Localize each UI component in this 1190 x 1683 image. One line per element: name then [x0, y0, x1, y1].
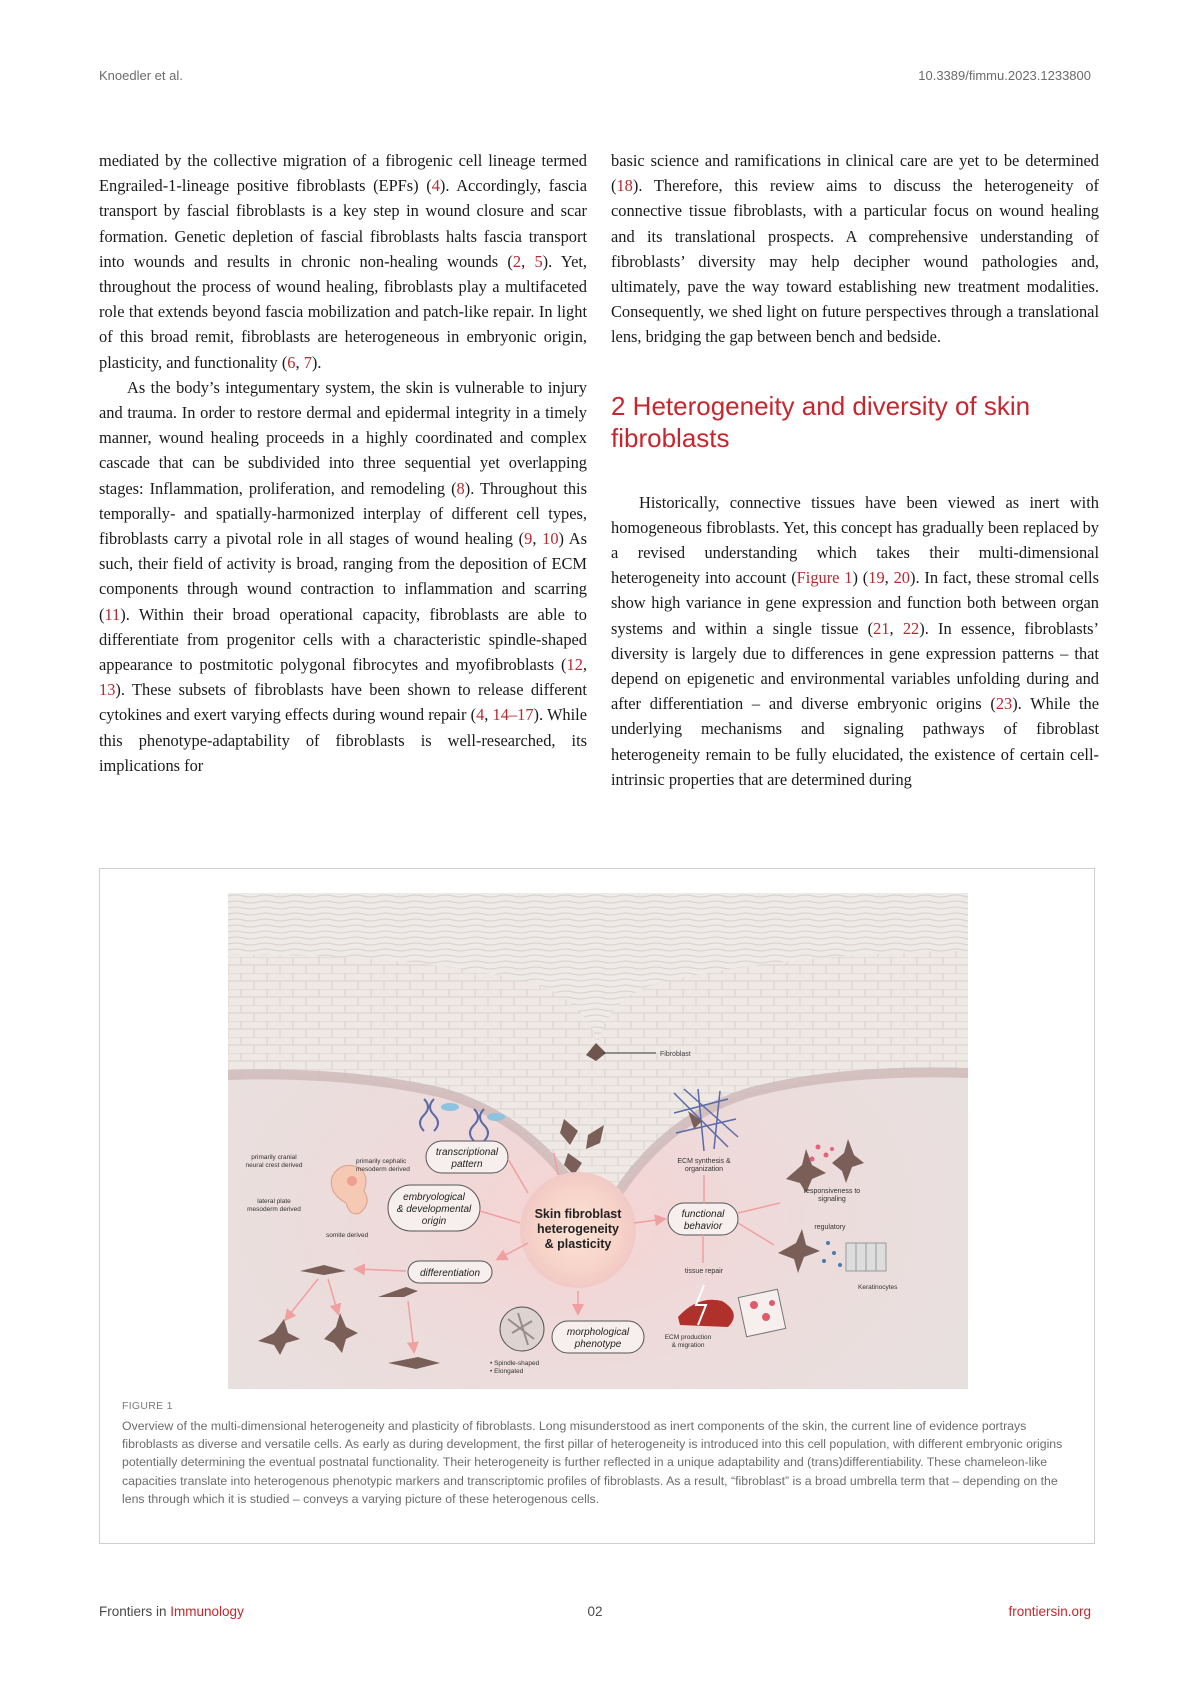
paragraph-integumentary: As the body’s integumentary system, the skin is vulnerable to injury and trauma. In order to restore dermal and epidermal integrity in a timely manner, wound healing proceeds in a highly coordinated and complex cascade that can be subdivided into three sequential yet overlapping stages: Inflammation, proliferation, and remodeling (8). Throughout this temporally- and spatially-harmonized interplay of different cell types, fibroblasts carry a pivotal role in all stages of wound healing (9, 10) As such, their field of activity is broad, ranging from the deposition of ECM components through wound contraction to inflammation and scarring (11). Within their broad operational capacity, fibroblasts are able to differentiate from progenitor cells with a characteristic spindle-shaped appearance to postmitotic polygonal fibrocytes and myofibroblasts (12, 13). These subsets of fibroblasts have been shown to release different cytokines and exert varying effects during wound repair (4, 14–17). While this phenotype-adaptability of fibroblasts is well-researched, its implications for: [99, 377, 588, 775]
keratinocytes-label: Keratinocytes: [858, 1284, 898, 1291]
svg-text:& plasticity: & plasticity: [544, 1237, 612, 1251]
citation-link[interactable]: 7: [303, 352, 312, 372]
running-head-authors: Knoedler et al.: [99, 68, 183, 83]
svg-text:mesoderm derived: mesoderm derived: [356, 1166, 410, 1173]
left-column: [99, 148, 587, 778]
svg-text:• Elongated: • Elongated: [490, 1368, 524, 1375]
svg-text:heterogeneity: heterogeneity: [537, 1222, 619, 1236]
svg-text:differentiation: differentiation: [419, 1268, 481, 1279]
citation-link[interactable]: 12: [566, 655, 583, 675]
citation-link[interactable]: 14–17: [492, 705, 534, 725]
pill-differentiation: [408, 1261, 492, 1283]
svg-text:Fibroblast: Fibroblast: [660, 1051, 691, 1058]
svg-text:organization: organization: [684, 1166, 724, 1173]
paragraph-review-aims: basic science and ramifications in clinical care are yet to be determined (18). Therefore, this review aims to discuss the heterogeneity of connective tissue fibroblasts, with a particular focus on wound healing and its translational prospects. A comprehensive understanding of fibroblasts’ diversity may help decipher wound pathologies and, ultimately, pave the way toward establishing new treatment modalities. Consequently, we shed light on future perspectives through a translational lens, bridging the gap between bench and bedside.: [611, 151, 1099, 347]
citation-link[interactable]: 4: [431, 176, 440, 196]
svg-text:morphological: morphological: [566, 1327, 630, 1338]
running-head-doi[interactable]: 10.3389/fimmu.2023.1233800: [918, 68, 1091, 83]
pill-embryological: [388, 1185, 480, 1231]
svg-text:behavior: behavior: [683, 1221, 723, 1232]
svg-text:transcriptional: transcriptional: [435, 1147, 499, 1158]
pill-functional: [668, 1203, 738, 1235]
svg-text:& developmental: & developmental: [396, 1204, 472, 1215]
citation-link[interactable]: 5: [534, 251, 543, 271]
svg-text:phenotype: phenotype: [574, 1339, 622, 1350]
citation-link[interactable]: 22: [902, 618, 920, 638]
citation-link[interactable]: 23: [995, 694, 1013, 714]
svg-text:origin: origin: [421, 1216, 447, 1227]
svg-text:neural crest derived: neural crest derived: [245, 1162, 303, 1169]
svg-text:• Spindle-shaped: • Spindle-shaped: [490, 1360, 540, 1367]
morphology-circle-icon: [500, 1307, 544, 1351]
tissue-repair-label: tissue repair: [684, 1268, 724, 1275]
citation-link[interactable]: 11: [104, 604, 121, 624]
svg-text:pattern: pattern: [451, 1159, 483, 1170]
citation-link[interactable]: 2: [512, 251, 522, 271]
footer-journal[interactable]: Frontiers in Immunology: [99, 1604, 244, 1619]
pill-transcriptional: [426, 1141, 508, 1173]
svg-text:primarily cephalic: primarily cephalic: [356, 1158, 407, 1165]
citation-link[interactable]: 20: [893, 568, 910, 588]
citation-link[interactable]: 13: [99, 680, 116, 700]
paragraph-historically: Historically, connective tissues have been viewed as inert with homogeneous fibroblasts. Yet, this concept has gradually been replaced by a revised understanding which takes their multi-dimensional heterogeneity into account (Figure 1) (19, 20). In fact, these stromal cells show high variance in gene expression and function both between organ systems and within a single tissue (21, 22). In essence, fibroblasts’ diversity is largely due to differences in gene expression patterns – that depend on epigenetic and environmental variables unfolding during and after differentiation – and diverse embryonic origins (23). While the underlying mechanisms and signaling pathways of fibroblast heterogeneity remain to be fully elucidated, the existence of certain cell-intrinsic properties that are determined during: [611, 492, 1099, 789]
ecm-production-icon: [738, 1289, 785, 1336]
keratinocyte-stack-icon: [846, 1243, 886, 1271]
ecm-label: [677, 1158, 731, 1173]
svg-text:lateral plate: lateral plate: [257, 1198, 291, 1205]
center-title: [535, 1207, 623, 1251]
svg-text:Skin fibroblast: Skin fibroblast: [534, 1207, 622, 1221]
citation-link[interactable]: 19: [868, 568, 885, 588]
citation-link[interactable]: 9: [524, 529, 533, 549]
regulatory-label: regulatory: [814, 1224, 846, 1231]
svg-text:somite derived: somite derived: [326, 1232, 369, 1239]
page-number: 02: [587, 1604, 603, 1619]
svg-text:& migration: & migration: [671, 1342, 705, 1349]
citation-link[interactable]: 8: [456, 478, 465, 498]
footer-site-link[interactable]: frontiersin.org: [1008, 1604, 1091, 1619]
svg-text:embryological: embryological: [403, 1192, 465, 1203]
svg-text:responsiveness to: responsiveness to: [803, 1188, 861, 1195]
figure-caption: Overview of the multi-dimensional heterogeneity and plasticity of fibroblasts. Long misunderstood as inert components of the skin, the current line of evidence portrays fibroblasts as diverse and versatile cells. As early as during development, the first pillar of heterogeneity is introduced into this cell population, with different embryonic origins potentially determining the eventual postnatal functionality. Their heterogeneity is further reflected in a unique adaptability and (trans)differentiability. These chameleon-like capacities translate into heterogenous phenotypic markers and transcriptomic profiles of fibroblasts. As a result, “fibroblast” is a broad umbrella term that – depending on the lens through which it is studied – conveys a varying picture of these heterogenous cells.: [122, 1419, 1063, 1506]
svg-text:mesoderm derived: mesoderm derived: [247, 1206, 301, 1213]
section-heading: 2 Heterogeneity and diversity of skin fibroblasts: [611, 390, 1031, 453]
pill-morphological: [552, 1321, 644, 1353]
figure-illustration: [228, 893, 968, 1389]
figure-1: [99, 868, 1095, 1544]
svg-text:signaling: signaling: [818, 1196, 846, 1203]
citation-link[interactable]: 6: [287, 352, 296, 372]
svg-text:ECM synthesis &: ECM synthesis &: [677, 1158, 731, 1165]
citation-link[interactable]: 10: [542, 529, 559, 549]
figure-label: FIGURE 1: [122, 1400, 173, 1412]
svg-text:ECM production: ECM production: [664, 1334, 712, 1341]
svg-text:functional: functional: [681, 1209, 725, 1220]
running-head: [99, 68, 1091, 88]
paragraph-fascia: mediated by the collective migration of a fibrogenic cell lineage termed Engrailed-1-lineage positive fibroblasts (EPFs) (4). Accordingly, fascia transport by fascial fibroblasts is a key step in wound closure and scar formation. Genetic depletion of fascial fibroblasts halts fascia transport into wounds and results in chronic non-healing wounds (2, 5). Yet, throughout the process of wound healing, fibroblasts play a multifaceted role that extends beyond fascia mobilization and patch-like repair. In light of this broad remit, fibroblasts are heterogeneous in embryonic origin, plasticity, and functionality (6, 7).: [99, 151, 588, 372]
page-footer: [99, 1604, 1091, 1624]
citation-link[interactable]: 4: [476, 705, 485, 725]
figure-link[interactable]: Figure 1: [796, 568, 853, 588]
right-column: [611, 148, 1099, 792]
citation-link[interactable]: 21: [873, 618, 890, 638]
svg-text:primarily cranial: primarily cranial: [251, 1154, 297, 1161]
citation-link[interactable]: 18: [616, 176, 633, 196]
